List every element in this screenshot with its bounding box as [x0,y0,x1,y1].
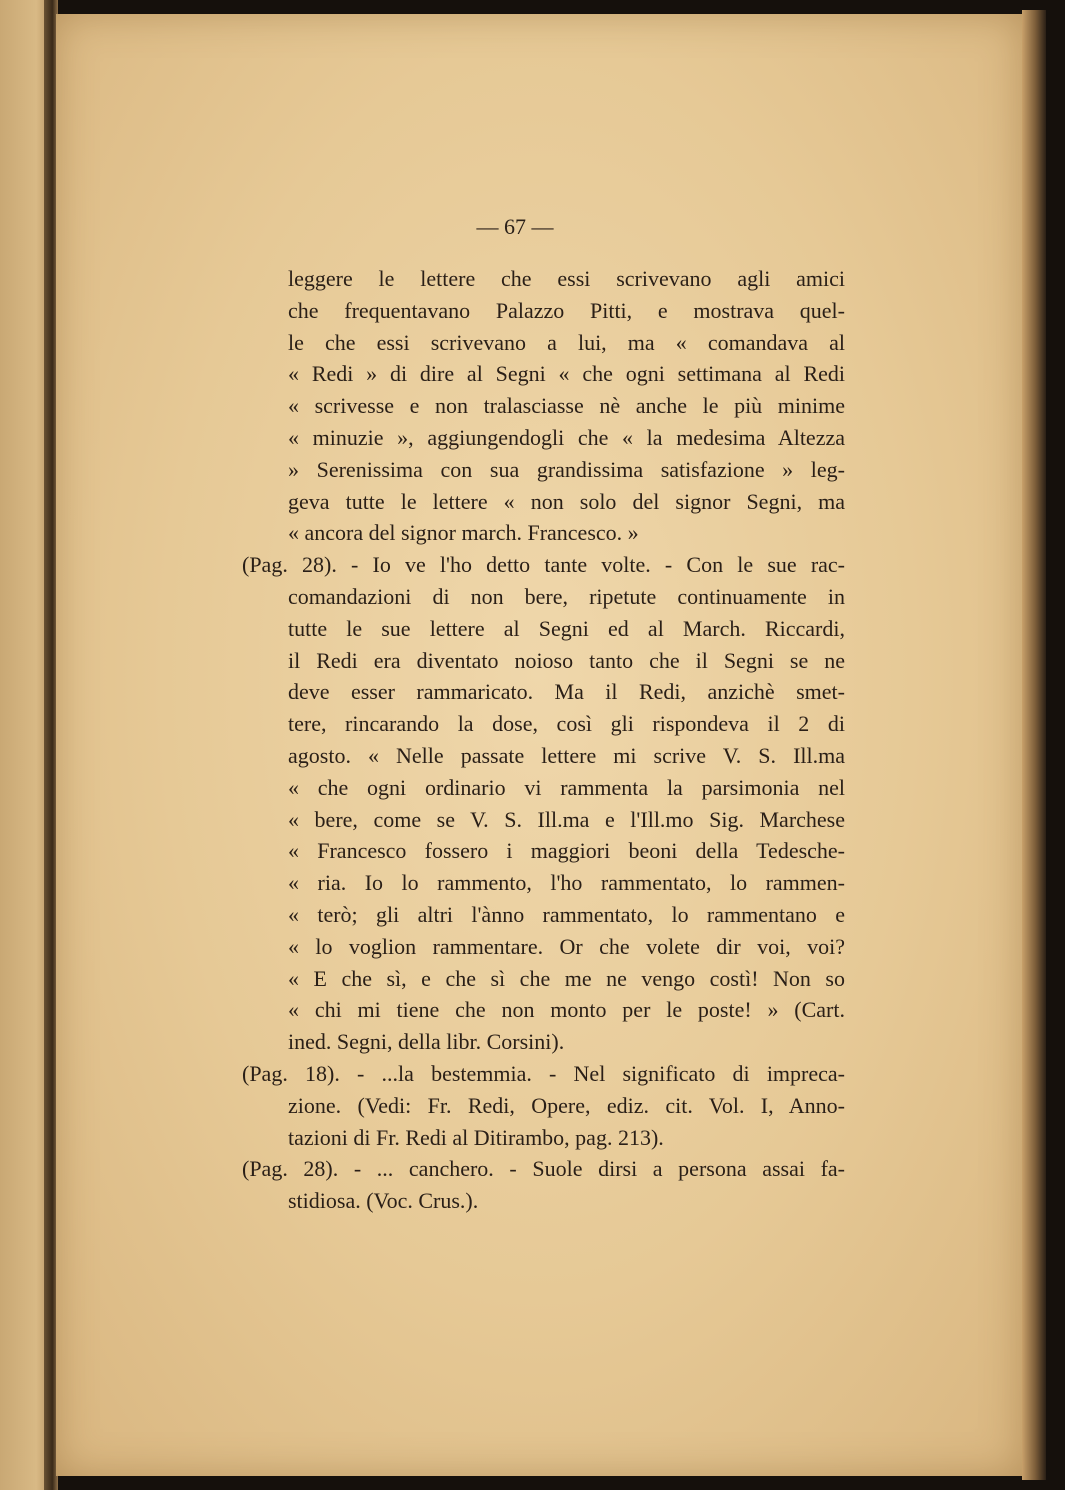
text-line: « chi mi tiene che non monto per le poste! » (Cart. [288,997,845,1023]
text-line: ined. Segni, della libr. Corsini). [288,1029,565,1055]
note-line: (Pag. 18). - ...la bestemmia. - Nel significato di impreca- [242,1060,845,1086]
text-line: zione. (Vedi: Fr. Redi, Opere, ediz. cit. Vol. I, Anno- [288,1092,845,1118]
text-line: geva tutte le lettere « non solo del signor Segni, ma [288,488,845,514]
text-line: « che ogni ordinario vi rammenta la parsimonia nel [288,774,845,800]
text-line: « E che sì, e che sì che me ne vengo costì! Non so [288,965,845,991]
text-line: « Redi » di dire al Segni « che ogni settimana al Redi [288,361,845,387]
text-line: « minuzie », aggiungendogli che « la medesima Altezza [288,424,845,450]
page-right-edge [1022,10,1046,1480]
body-text [230,263,845,1217]
text-line: « terò; gli altri l'ànno rammentato, lo rammentano e [288,901,845,927]
text-line: le che essi scrivevano a lui, ma « comandava al [288,329,845,355]
text-line: il Redi era diventato noioso tanto che il Segni se ne [288,647,845,673]
text-line: deve esser rammaricato. Ma il Redi, anzichè smet- [288,679,845,705]
text-line: tutte le sue lettere al Segni ed al March. Riccardi, [288,615,845,641]
text-line: stidiosa. (Voc. Crus.). [288,1188,479,1214]
text-line: leggere le lettere che essi scrivevano agli amici [288,266,845,291]
text-line: agosto. « Nelle passate lettere mi scrive V. S. Ill.ma [288,742,845,768]
note-line: (Pag. 28). - ... canchero. - Suole dirsi a persona assai fa- [242,1156,845,1182]
text-line: « ria. Io lo rammento, l'ho rammentato, lo rammen- [288,870,845,896]
text-line: « Francesco fossero i maggiori beoni della Tedesche- [288,838,845,864]
note-line: (Pag. 28). - Io ve l'ho detto tante volte. - Con le sue rac- [242,552,845,578]
text-line: « scrivesse e non tralasciasse nè anche le più minime [288,393,845,419]
text-line: tere, rincarando la dose, così gli rispondeva il 2 di [288,711,845,737]
text-line: « bere, come se V. S. Ill.ma e l'Ill.mo Sig. Marchese [288,806,845,832]
text-line: » Serenissima con sua grandissima satisfazione » leg- [288,456,845,482]
text-line: « lo voglion rammentare. Or che volete dir voi, voi? [288,933,845,959]
text-line: tazioni di Fr. Redi al Ditirambo, pag. 213). [288,1124,664,1150]
text-line: « ancora del signor march. Francesco. » [288,520,639,546]
text-line: che frequentavano Palazzo Pitti, e mostrava quel- [288,297,845,323]
page-number: — 67 — [476,214,554,239]
text-line: comandazioni di non bere, ripetute continuamente in [288,583,845,609]
